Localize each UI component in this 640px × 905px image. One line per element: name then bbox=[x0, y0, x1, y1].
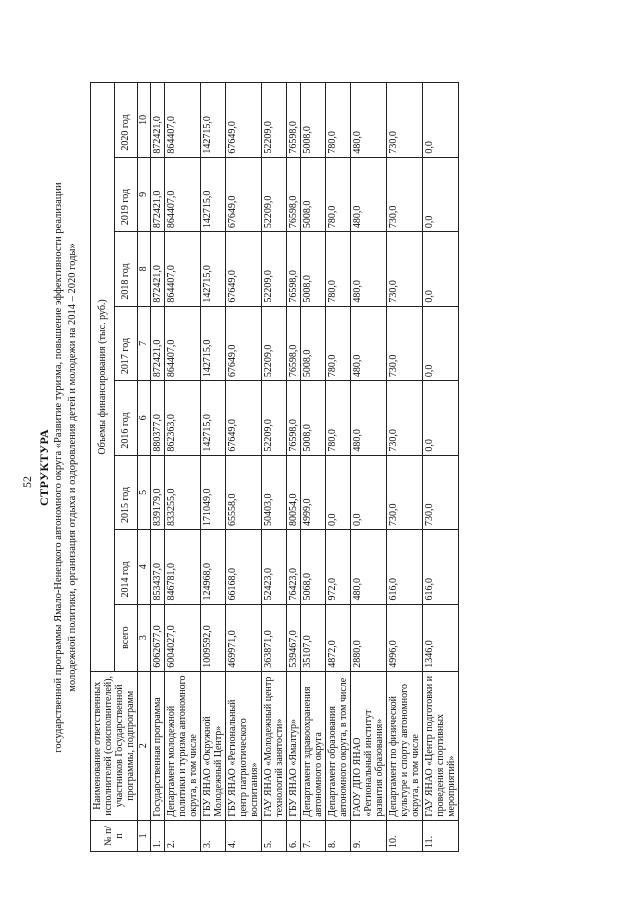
row-year-value: 872421,0 bbox=[151, 306, 165, 380]
document-title: СТРУКТУРА bbox=[37, 429, 51, 506]
row-year-value: 52209,0 bbox=[262, 381, 287, 455]
column-index: 6 bbox=[138, 381, 151, 455]
column-index: 5 bbox=[138, 455, 151, 529]
header-year: 2019 год bbox=[114, 157, 138, 231]
row-number: 9. bbox=[351, 820, 387, 851]
row-total: 4872,0 bbox=[326, 604, 351, 671]
row-year-value: 872421,0 bbox=[151, 83, 165, 158]
header-total: всего bbox=[114, 604, 138, 671]
row-year-value: 864407,0 bbox=[165, 232, 201, 306]
row-year-value: 480,0 bbox=[351, 232, 387, 306]
header-year: 2014 год bbox=[114, 530, 138, 604]
row-year-value: 52423,0 bbox=[262, 530, 287, 604]
header-year: 2018 год bbox=[114, 232, 138, 306]
table-row bbox=[287, 83, 301, 852]
row-year-value: 780,0 bbox=[326, 157, 351, 231]
table-row bbox=[165, 83, 201, 852]
table-row bbox=[151, 83, 165, 852]
row-total: 539467,0 bbox=[287, 604, 301, 671]
row-year-value: 65558,0 bbox=[226, 455, 262, 529]
header-year: 2015 год bbox=[114, 455, 138, 529]
row-year-value: 76598,0 bbox=[287, 306, 301, 380]
table-row bbox=[387, 83, 423, 852]
row-total: 35107,0 bbox=[301, 604, 326, 671]
row-year-value: 730,0 bbox=[423, 455, 459, 529]
row-year-value: 846781,0 bbox=[165, 530, 201, 604]
row-year-value: 67649,0 bbox=[226, 232, 262, 306]
row-year-value: 142715,0 bbox=[201, 306, 226, 380]
header-year: 2020 год bbox=[114, 83, 138, 158]
row-year-value: 76598,0 bbox=[287, 83, 301, 158]
row-year-value: 730,0 bbox=[387, 157, 423, 231]
header-year: 2016 год bbox=[114, 381, 138, 455]
row-number: 7. bbox=[301, 820, 326, 851]
row-total: 6062677,0 bbox=[151, 604, 165, 671]
row-year-value: 142715,0 bbox=[201, 381, 226, 455]
document-subtitle-line-1: государственной программы Ямало-Ненецкого автономного округа «Развитие туризма, повышение эффективности реализации bbox=[53, 182, 64, 753]
row-year-value: 872421,0 bbox=[151, 232, 165, 306]
column-index: 1 bbox=[138, 820, 151, 851]
row-year-value: 853437,0 bbox=[151, 530, 165, 604]
table-row bbox=[423, 83, 459, 852]
row-total: 4996,0 bbox=[387, 604, 423, 671]
table-row bbox=[262, 83, 287, 852]
row-year-value: 0,0 bbox=[351, 455, 387, 529]
row-year-value: 80054,0 bbox=[287, 455, 301, 529]
column-index: 9 bbox=[138, 157, 151, 231]
row-year-value: 862363,0 bbox=[165, 381, 201, 455]
row-name: ГБУ ЯНАО «Региональный центр патриотического воспитания» bbox=[226, 671, 262, 820]
row-year-value: 730,0 bbox=[387, 455, 423, 529]
row-year-value: 5008,0 bbox=[301, 232, 326, 306]
row-year-value: 880377,0 bbox=[151, 381, 165, 455]
row-name: ГАУ ЯНАО «Центр подготовки и проведения спортивных мероприятий» bbox=[423, 671, 459, 820]
row-year-value: 124968,0 bbox=[201, 530, 226, 604]
row-year-value: 5008,0 bbox=[301, 306, 326, 380]
row-year-value: 616,0 bbox=[423, 530, 459, 604]
row-year-value: 52209,0 bbox=[262, 83, 287, 158]
row-year-value: 730,0 bbox=[387, 381, 423, 455]
row-year-value: 872421,0 bbox=[151, 157, 165, 231]
row-year-value: 730,0 bbox=[387, 306, 423, 380]
row-name: Департамент здравоохранения автономного округа bbox=[301, 671, 326, 820]
column-index: 3 bbox=[138, 604, 151, 671]
funding-structure-table bbox=[90, 82, 459, 852]
column-index: 4 bbox=[138, 530, 151, 604]
row-number: 2. bbox=[165, 820, 201, 851]
row-total: 469971,0 bbox=[226, 604, 262, 671]
row-year-value: 5008,0 bbox=[301, 157, 326, 231]
header-number: № п/п bbox=[91, 820, 138, 851]
column-index-row bbox=[138, 83, 151, 852]
row-year-value: 0,0 bbox=[423, 83, 459, 158]
row-year-value: 50403,0 bbox=[262, 455, 287, 529]
header-funding: Объемы финансирования (тыс. руб.) bbox=[91, 83, 115, 672]
table-row bbox=[226, 83, 262, 852]
row-year-value: 142715,0 bbox=[201, 83, 226, 158]
row-name: Государственная программа bbox=[151, 671, 165, 820]
row-year-value: 864407,0 bbox=[165, 157, 201, 231]
table-row bbox=[301, 83, 326, 852]
column-index: 2 bbox=[138, 671, 151, 820]
row-year-value: 616,0 bbox=[387, 530, 423, 604]
row-name: ГБУ ЯНАО «Окружной Молодежный Центр» bbox=[201, 671, 226, 820]
row-year-value: 480,0 bbox=[351, 530, 387, 604]
column-index: 10 bbox=[138, 83, 151, 158]
column-index: 7 bbox=[138, 306, 151, 380]
row-year-value: 730,0 bbox=[387, 232, 423, 306]
row-year-value: 864407,0 bbox=[165, 83, 201, 158]
table-row bbox=[326, 83, 351, 852]
row-year-value: 76598,0 bbox=[287, 232, 301, 306]
row-year-value: 171049,0 bbox=[201, 455, 226, 529]
row-year-value: 67649,0 bbox=[226, 83, 262, 158]
row-year-value: 780,0 bbox=[326, 306, 351, 380]
row-year-value: 67649,0 bbox=[226, 306, 262, 380]
row-year-value: 780,0 bbox=[326, 83, 351, 158]
row-year-value: 5008,0 bbox=[301, 381, 326, 455]
row-year-value: 66168,0 bbox=[226, 530, 262, 604]
row-year-value: 0,0 bbox=[423, 232, 459, 306]
row-year-value: 0,0 bbox=[423, 157, 459, 231]
row-year-value: 52209,0 bbox=[262, 306, 287, 380]
row-total: 1346,0 bbox=[423, 604, 459, 671]
row-number: 3. bbox=[201, 820, 226, 851]
row-year-value: 5068,0 bbox=[301, 530, 326, 604]
header-name: Наименование ответственных исполнителей (соисполнителей), участников Государственной программы, подпрограмм bbox=[91, 671, 138, 820]
row-number: 5. bbox=[262, 820, 287, 851]
row-total: 2880,0 bbox=[351, 604, 387, 671]
row-number: 6. bbox=[287, 820, 301, 851]
header-year: 2017 год bbox=[114, 306, 138, 380]
table-row bbox=[351, 83, 387, 852]
row-year-value: 52209,0 bbox=[262, 232, 287, 306]
row-number: 8. bbox=[326, 820, 351, 851]
row-year-value: 0,0 bbox=[326, 455, 351, 529]
row-total: 363871,0 bbox=[262, 604, 287, 671]
row-year-value: 0,0 bbox=[423, 381, 459, 455]
row-year-value: 76423,0 bbox=[287, 530, 301, 604]
row-name: Департамент молодежной политики и туризма автономного округа, в том числе bbox=[165, 671, 201, 820]
row-year-value: 67649,0 bbox=[226, 381, 262, 455]
row-year-value: 4999,0 bbox=[301, 455, 326, 529]
row-year-value: 972,0 bbox=[326, 530, 351, 604]
row-year-value: 480,0 bbox=[351, 381, 387, 455]
row-year-value: 839179,0 bbox=[151, 455, 165, 529]
row-year-value: 780,0 bbox=[326, 232, 351, 306]
row-total: 1009592,0 bbox=[201, 604, 226, 671]
rotated-landscape-content bbox=[10, 50, 630, 885]
row-year-value: 780,0 bbox=[326, 381, 351, 455]
row-year-value: 52209,0 bbox=[262, 157, 287, 231]
table-row bbox=[201, 83, 226, 852]
row-number: 1. bbox=[151, 820, 165, 851]
row-number: 10. bbox=[387, 820, 423, 851]
row-year-value: 480,0 bbox=[351, 157, 387, 231]
row-year-value: 76598,0 bbox=[287, 157, 301, 231]
row-number: 4. bbox=[226, 820, 262, 851]
row-name: Департамент образования автономного округа, в том числе bbox=[326, 671, 351, 820]
row-year-value: 142715,0 bbox=[201, 232, 226, 306]
row-number: 11. bbox=[423, 820, 459, 851]
row-name: ГАУ ЯНАО «Молодежный центр технологий занятости» bbox=[262, 671, 287, 820]
row-year-value: 730,0 bbox=[387, 83, 423, 158]
row-total: 6004027,0 bbox=[165, 604, 201, 671]
row-year-value: 480,0 bbox=[351, 306, 387, 380]
row-year-value: 5008,0 bbox=[301, 83, 326, 158]
row-year-value: 67649,0 bbox=[226, 157, 262, 231]
row-name: ГБУ ЯНАО «Ямалтур» bbox=[287, 671, 301, 820]
row-name: Департамент по физической культуре и спорту автономного округа, в том числе bbox=[387, 671, 423, 820]
row-name: ГАОУ ДПО ЯНАО «Региональный институт развития образования» bbox=[351, 671, 387, 820]
row-year-value: 864407,0 bbox=[165, 306, 201, 380]
page-number: 52 bbox=[20, 476, 34, 488]
row-year-value: 76598,0 bbox=[287, 381, 301, 455]
row-year-value: 833255,0 bbox=[165, 455, 201, 529]
row-year-value: 0,0 bbox=[423, 306, 459, 380]
row-year-value: 480,0 bbox=[351, 83, 387, 158]
document-subtitle-line-2: молодежной политики, организация отдыха и оздоровления детей и молодежи на 2014 – 2020 годы» bbox=[67, 243, 78, 692]
row-year-value: 142715,0 bbox=[201, 157, 226, 231]
column-index: 8 bbox=[138, 232, 151, 306]
